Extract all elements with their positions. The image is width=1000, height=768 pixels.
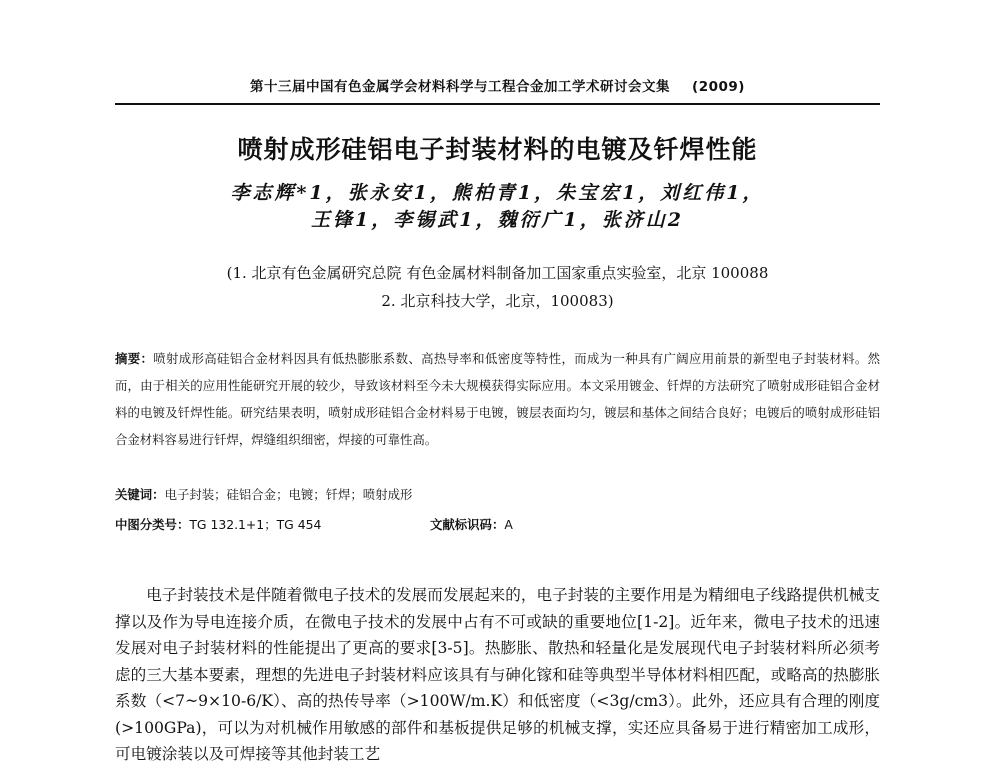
document-code-value: A bbox=[504, 517, 513, 532]
authors-line-1: 李志辉*1，张永安1，熊柏青1，朱宝宏1，刘红伟1， bbox=[230, 182, 765, 204]
header-rule bbox=[115, 103, 880, 105]
running-header bbox=[115, 75, 880, 95]
body-paragraph-1: 电子封装技术是伴随着微电子技术的发展而发展起来的，电子封装的主要作用是为精细电子线路提供机械支撑以及作为导电连接介质，在微电子技术的发展中占有不可或缺的重要地位[1-2]。近年来，微电子技术的迅速发展对电子封装材料的性能提出了更高的要求[3-5]。热膨胀、散热和轻量化是发展现代电子封装材料所必须考虑的三大基本要素，理想的先进电子封装材料应该具有与砷化镓和硅等典型半导体材料相匹配，或略高的热膨胀系数（<7~9×10-6/K）、高的热传导率（>100W/m.K）和低密度（<3g/cm3）。此外，还应具有合理的刚度(>100GPa)，可以为对机械作用敏感的部件和基板提供足够的机械支撑，实还应具备易于进行精密加工成形，可电镀涂装以及可焊接等其他封装工艺 bbox=[115, 586, 880, 763]
authors-line-2: 王锋1，李锡武1，魏衍广1，张济山2 bbox=[311, 209, 684, 231]
affiliation-line-2: 2. 北京科技大学，北京，100083) bbox=[381, 292, 614, 310]
abstract-label: 摘要： bbox=[115, 351, 154, 366]
journal-year: (2009) bbox=[692, 79, 745, 95]
keywords bbox=[115, 485, 880, 503]
keywords-text: 电子封装；硅铝合金；电镀；钎焊；喷射成形 bbox=[164, 487, 413, 502]
journal-title: 第十三届中国有色金属学会材料科学与工程合金加工学术研讨会文集 bbox=[250, 79, 671, 95]
document-code bbox=[430, 515, 513, 533]
keywords-label: 关键词： bbox=[115, 487, 165, 502]
paper-title: 喷射成形硅铝电子封装材料的电镀及钎焊性能 bbox=[237, 135, 758, 164]
abstract-text: 喷射成形高硅铝合金材料因具有低热膨胀系数、高热导率和低密度等特性，而成为一种具有广阔应用前景的新型电子封装材料。然而，由于相关的应用性能研究开展的较少，导致该材料至今未大规模获得实际应用。本文采用镀金、钎焊的方法研究了喷射成形硅铝合金材料的电镀及钎焊性能。研究结果表明，喷射成形硅铝合金材料易于电镀，镀层表面均匀，镀层和基体之间结合良好；电镀后的喷射成形硅铝合金材料容易进行钎焊，焊缝组织细密，焊接的可靠性高。 bbox=[115, 351, 881, 447]
classification bbox=[115, 515, 880, 533]
classification-label: 中图分类号： bbox=[115, 517, 190, 532]
abstract bbox=[115, 345, 880, 453]
document-code-label: 文献标识码： bbox=[430, 517, 505, 532]
classification-value: TG 132.1+1；TG 454 bbox=[189, 517, 322, 532]
affiliation-line-1: (1. 北京有色金属研究总院 有色金属材料制备加工国家重点实验室，北京 100088 bbox=[226, 264, 769, 282]
